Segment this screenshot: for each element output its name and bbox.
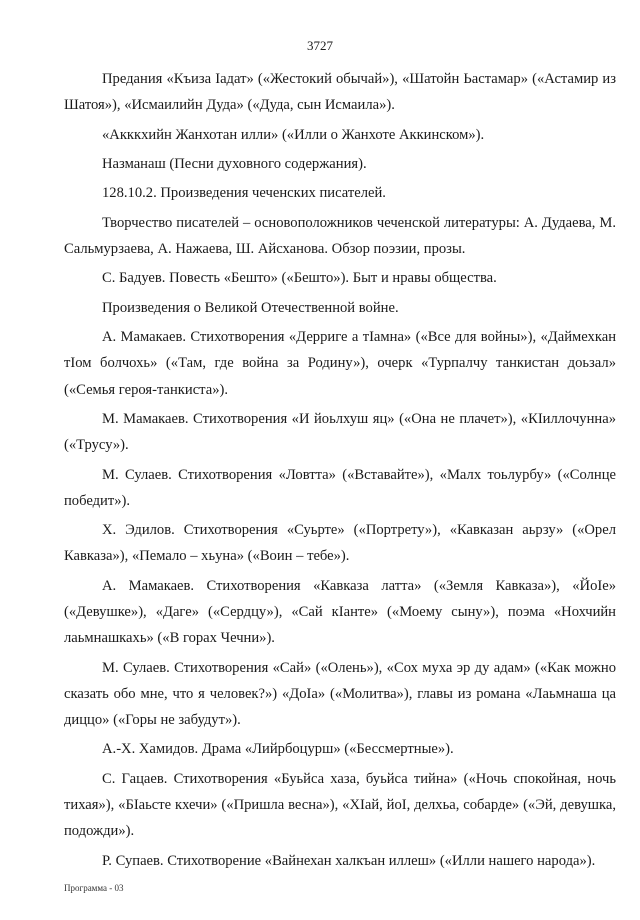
page-number: 3727 — [307, 38, 333, 53]
paragraph-m-mamakaev: М. Мамакаев. Стихотворения «И йоьлхуш яц» («Она не плачет»), «КІиллочунна» («Трусу»). — [64, 410, 616, 454]
paragraph-m-sulaev-1: М. Сулаев. Стихотворения «Ловтта» («Вставайте»), «Малх тоьлурбу» («Солнце победит»). — [64, 466, 616, 509]
paragraph-a-mamakaev-2: А. Мамакаев. Стихотворения «Кавказа латта» («Земля Кавказа»), «ЙоІе» («Девушке»), «Даге» («Сердцу»), «Сай кІанте» («Моему сыну»), поэма «Нохчийн лаьмнашкахь» («В горах Чечни»). — [64, 577, 616, 647]
paragraph-supaev: Р. Супаев. Стихотворение «Вайнехан халкъан иллеш» («Илли нашего народа»). — [102, 852, 596, 869]
footer-label: Программа - 03 — [64, 883, 124, 893]
paragraph-war-works: Произведения о Великой Отечественной войне. — [102, 299, 399, 316]
document-body — [64, 66, 616, 877]
paragraph-edilov: Х. Эдилов. Стихотворения «Суьрте» («Портрету»), «Кавказан аьрзу» («Орел Кавказа»), «Пемало – хьуна» («Воин – тебе»). — [64, 522, 616, 565]
paragraph-khamidov: А.-Х. Хамидов. Драма «Лийрбоцурш» («Бессмертные»). — [102, 741, 454, 758]
paragraph-founders: Творчество писателей – основоположников чеченской литературы: А. Дудаева, М. Сальмурзаева, А. Нажаева, Ш. Айсханова. Обзор поэзии, прозы. — [64, 214, 616, 257]
paragraph-a-mamakaev-1: А. Мамакаев. Стихотворения «Дерриге а тІамна» («Все для войны»), «Даймехкан тІом болчохь» («Там, где война за Родину»), очерк «Турпалчу танкистан доьзал» («Семья героя-танкиста»). — [64, 329, 616, 398]
paragraph-gatsaev: С. Гацаев. Стихотворения «Буьйса хаза, буьйса тийна» («Ночь спокойная, ночь тихая»), «БІаьсте кхечи» («Пришла весна»), «ХІай, йоІ, делхьа, собарде» («Эй, девушка, подожди»). — [64, 770, 616, 840]
paragraph-illi-zhankhot: «Акккхийн Жанхотан илли» («Илли о Жанхоте Аккинском»). — [102, 126, 485, 143]
paragraph-nazmanash: Назманаш (Песни духовного содержания). — [102, 155, 367, 172]
paragraph-m-sulaev-2: М. Сулаев. Стихотворения «Сай» («Олень»), «Сох муха эр ду адам» («Как можно сказать обо мне, что я человек?») «ДоІа» («Молитва»), главы из романа «Лаьмнаша ца диццо» («Горы не забудут»). — [64, 659, 616, 728]
paragraph-legends: Предания «Къиза Іадат» («Жестокий обычай»), «Шатойн Ьастамар» («Астамир из Шатоя»), «Исмаилийн Дуда» («Дуда, сын Исмаила»). — [64, 71, 616, 114]
section-heading: 128.10.2. Произведения чеченских писателей. — [102, 185, 386, 202]
paragraph-baduev: С. Бадуев. Повесть «Бешто» («Бешто»). Быт и нравы общества. — [102, 270, 497, 287]
